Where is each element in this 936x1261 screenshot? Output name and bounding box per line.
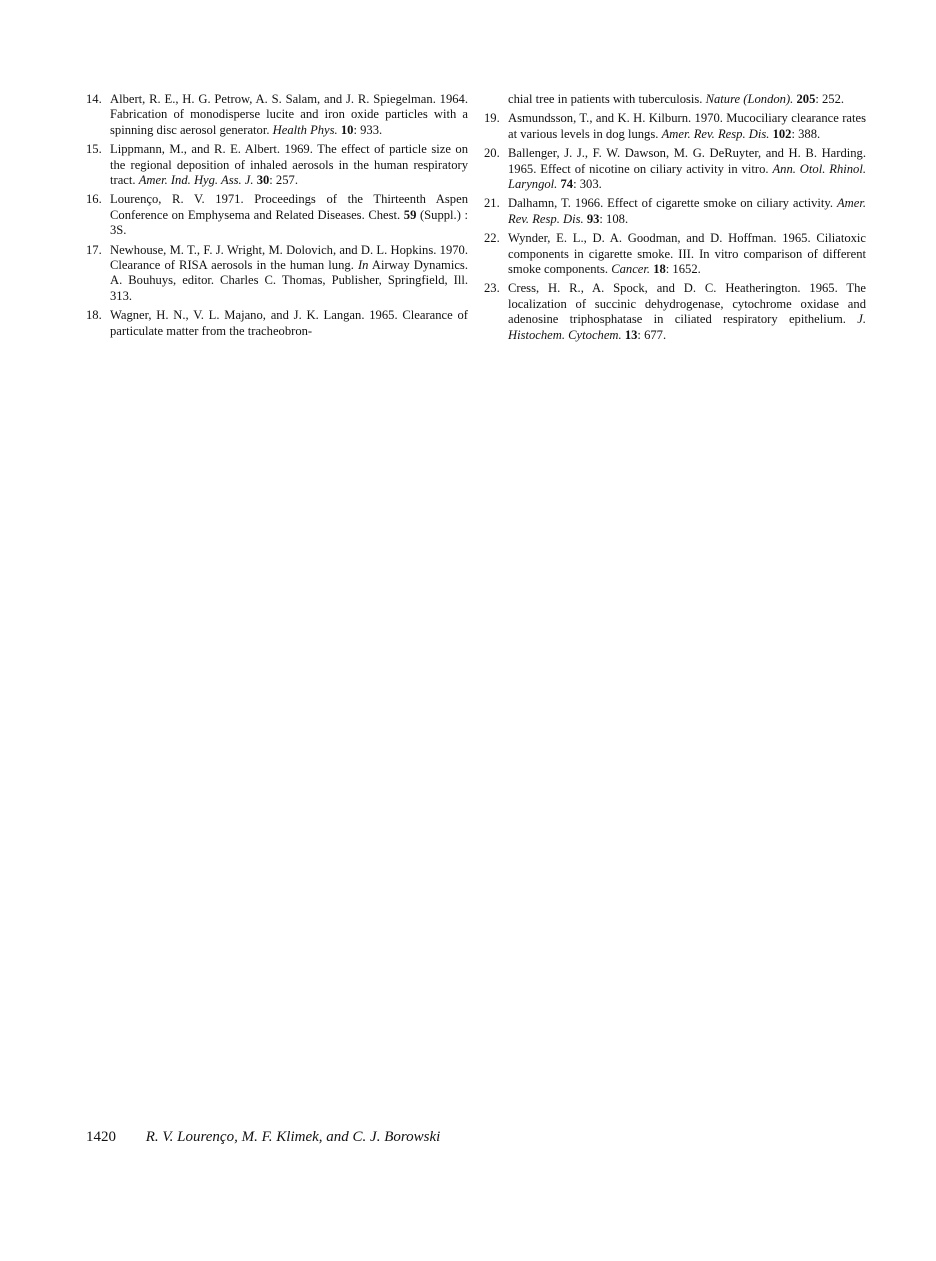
pages: : 108. xyxy=(599,211,629,226)
reference-15 xyxy=(86,142,468,188)
reference-number: 18. xyxy=(86,308,102,323)
reference-23 xyxy=(484,281,866,343)
reference-text: Ballenger, J. J., F. W. Dawson, M. G. DeRuyter, and H. B. Harding. 1965. Effect of nicotine on ciliary activity in vitro. xyxy=(508,146,866,176)
reference-text: Wagner, H. N., V. L. Majano, and J. K. Langan. 1965. Clearance of particulate matter from the tracheobron- xyxy=(110,308,468,338)
pages: : 388. xyxy=(791,126,821,141)
reference-column-left xyxy=(86,92,468,343)
reference-text: Lourenço, R. V. 1971. Proceedings of the Thirteenth Aspen Conference on Emphysema and Related Diseases. Chest. xyxy=(110,192,468,222)
reference-number: 22. xyxy=(484,231,500,246)
volume-number: 74 xyxy=(560,177,574,192)
pages: : 933. xyxy=(353,122,383,137)
reference-19 xyxy=(484,111,866,142)
pages: : 677. xyxy=(637,327,667,342)
volume-number: 18 xyxy=(653,262,666,277)
journal-name: Nature (London). xyxy=(705,92,794,106)
pages: : 257. xyxy=(269,173,298,188)
reference-14 xyxy=(86,92,468,138)
pages: : 1652. xyxy=(665,262,701,277)
reference-number: 15. xyxy=(86,142,102,157)
reference-number: 14. xyxy=(86,92,102,106)
pages: (Suppl.) : 3S. xyxy=(110,207,468,238)
page-footer xyxy=(86,1129,440,1146)
reference-text: chial tree in patients with tuberculosis. xyxy=(508,92,703,106)
reference-text: Albert, R. E., H. G. Petrow, A. S. Salam, and J. R. Spiegelman. 1964. Fabrication of monodisperse lucite and iron oxide particles with a spinning disc aerosol generator. xyxy=(110,92,468,137)
reference-number: 20. xyxy=(484,146,500,161)
running-authors: R. V. Lourenço, M. F. Klimek, and C. J. Borowski xyxy=(145,1129,441,1145)
journal-name: Health Phys. xyxy=(272,122,338,137)
pages: : 252. xyxy=(815,92,845,106)
reference-number: 23. xyxy=(484,281,500,296)
reference-21 xyxy=(484,196,866,227)
reference-number: 19. xyxy=(484,111,500,126)
in-marker: In xyxy=(357,258,369,273)
reference-20 xyxy=(484,146,866,192)
reference-text: Wynder, E. L., D. A. Goodman, and D. Hoffman. 1965. Ciliatoxic components in cigarette smoke. III. In vitro comparison of different smoke components. xyxy=(508,231,866,277)
journal-name: J. Histochem. Cytochem. xyxy=(508,312,866,342)
page-number: 1420 xyxy=(86,1129,116,1145)
reference-17 xyxy=(86,243,468,305)
reference-text: Lippmann, M., and R. E. Albert. 1969. The effect of particle size on the regional deposition of inhaled aerosols in the human respiratory tract. xyxy=(110,142,468,188)
reference-text: Newhouse, M. T., F. J. Wright, M. Dolovich, and D. L. Hopkins. 1970. Clearance of RISA aerosols in the human lung. xyxy=(110,242,468,273)
journal-name: Amer. Ind. Hyg. Ass. J. xyxy=(138,173,254,188)
reference-text: Asmundsson, T., and K. H. Kilburn. 1970. Mucociliary clearance rates at various levels in dog lungs. xyxy=(508,111,866,141)
reference-18 xyxy=(86,308,468,339)
volume-number: 102 xyxy=(772,126,792,141)
reference-number: 21. xyxy=(484,196,500,211)
journal-name: Cancer. xyxy=(611,262,651,277)
reference-number: 17. xyxy=(86,242,102,257)
journal-name: Ann. Otol. Rhinol. Laryngol. xyxy=(508,161,866,192)
volume-number: 13 xyxy=(624,327,638,342)
book-details: Airway Dynamics. A. Bouhuys, editor. Charles C. Thomas, Publisher, Springfield, Ill. 313. xyxy=(110,258,468,303)
reference-text: Cress, H. R., A. Spock, and D. C. Heatherington. 1965. The localization of succinic dehydrogenase, cytochrome oxidase and adenosine triphosphatase in ciliated respiratory epithelium. xyxy=(508,281,866,327)
journal-name: Amer. Rev. Resp. Dis. xyxy=(661,126,770,141)
pages: : 303. xyxy=(573,177,602,192)
reference-16 xyxy=(86,192,468,238)
volume-number: 205 xyxy=(796,92,816,106)
reference-18-continuation xyxy=(484,92,866,107)
volume-number: 10 xyxy=(340,122,354,137)
volume-number: 30 xyxy=(256,173,270,188)
volume-number: 59 xyxy=(403,207,417,222)
reference-22 xyxy=(484,231,866,277)
volume-number: 93 xyxy=(586,211,600,226)
journal-name: Amer. Rev. Resp. Dis. xyxy=(508,196,866,226)
reference-text: Dalhamn, T. 1966. Effect of cigarette smoke on ciliary activity. xyxy=(508,196,833,211)
reference-column-right xyxy=(484,92,866,347)
reference-number: 16. xyxy=(86,192,102,207)
